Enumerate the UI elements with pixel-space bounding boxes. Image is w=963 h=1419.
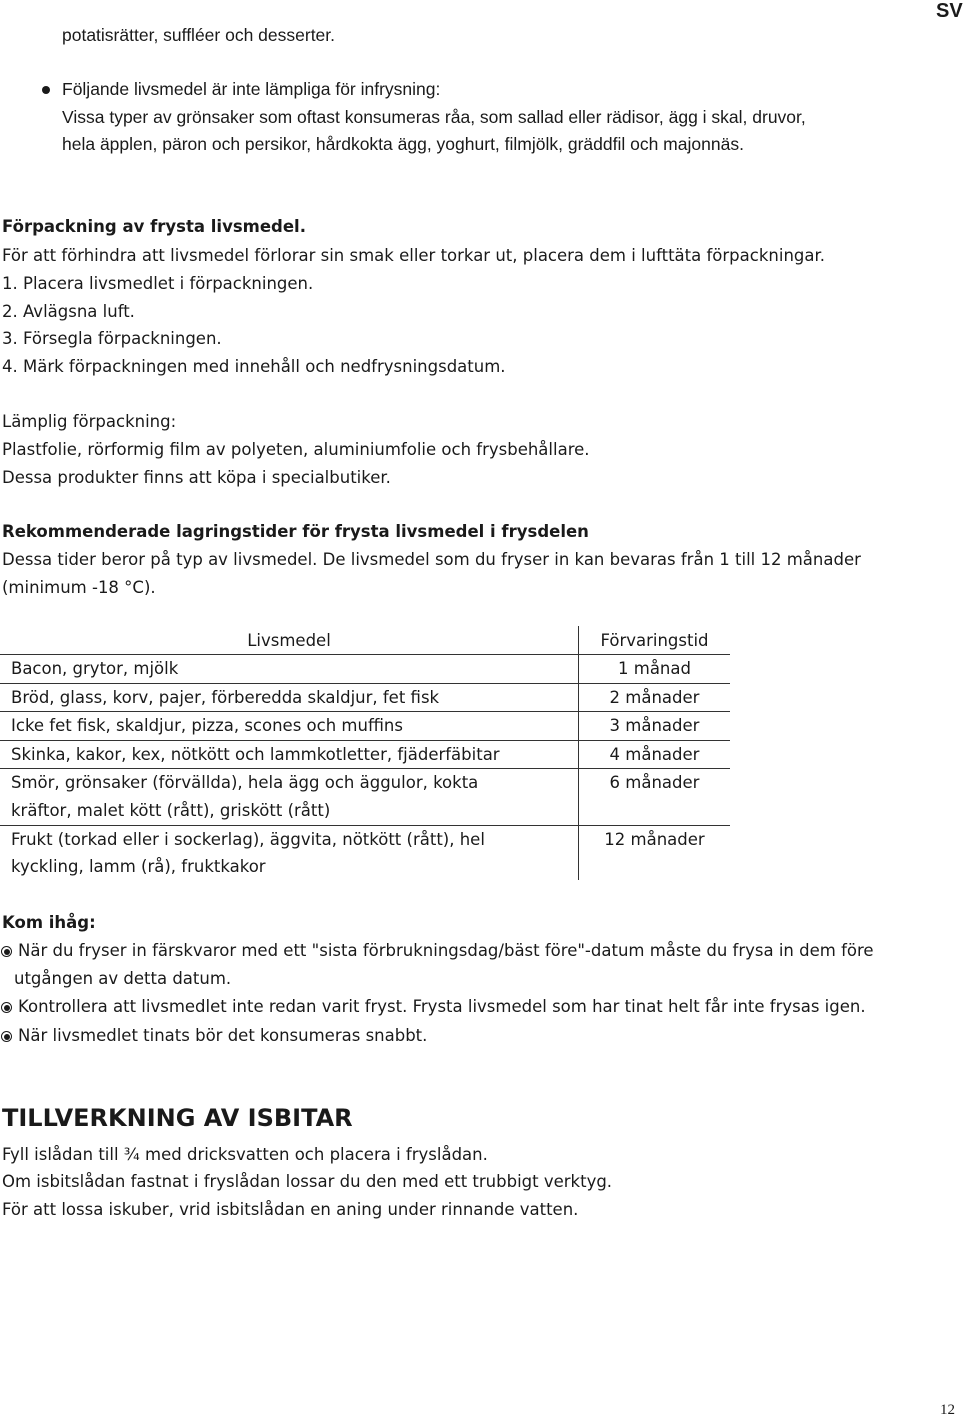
table-cell-time: 4 månader bbox=[609, 745, 700, 764]
remember-item-0-line-0: När du fryser in färskvaror med ett "sista förbrukningsdag/bäst före"-datum måste du frysa in dem före bbox=[18, 941, 874, 960]
table-cell-time: 6 månader bbox=[609, 773, 700, 792]
table-cell-food: Icke fet fisk, skaldjur, pizza, scones och muffins bbox=[11, 716, 403, 735]
table-cell-food: Frukt (torkad eller i sockerlag), äggvita, nötkött (rått), hel bbox=[11, 830, 485, 849]
table-cell-food: Skinka, kakor, kex, nötkött och lammkotletter, fjäderfäbitar bbox=[11, 745, 500, 764]
table-header-time: Förvaringstid bbox=[600, 631, 709, 650]
table-header-food: Livsmedel bbox=[247, 631, 331, 650]
remember-item-0-line-1: utgången av detta datum. bbox=[14, 969, 232, 988]
ice-line-0: Fyll islådan till ¾ med dricksvatten och placera i fryslådan. bbox=[2, 1145, 488, 1164]
table-cell-food: Bacon, grytor, mjölk bbox=[11, 659, 179, 678]
ice-section-title: TILLVERKNING AV ISBITAR bbox=[2, 1104, 353, 1132]
table-cell-food: Smör, grönsaker (förvällda), hela ägg och äggulor, kokta bbox=[11, 773, 479, 792]
bullet-icon bbox=[1, 1002, 12, 1013]
packaging-step-4: 4. Märk förpackningen med innehåll och nedfrysningsdatum. bbox=[2, 357, 506, 376]
unsuitable-line-1: Vissa typer av grönsaker som oftast konsumeras råa, som sallad eller rädisor, ägg i skal, druvor, bbox=[62, 107, 806, 127]
storage-title: Rekommenderade lagringstider för frysta livsmedel i frysdelen bbox=[2, 522, 589, 541]
table-cell-time: 1 månad bbox=[618, 659, 691, 678]
bullet-icon bbox=[1, 946, 12, 957]
remember-item-1: Kontrollera att livsmedlet inte redan varit fryst. Frysta livsmedel som har tinat helt får inte frysas igen. bbox=[18, 997, 866, 1016]
page-number: 12 bbox=[940, 1402, 955, 1418]
unsuitable-line-0: Följande livsmedel är inte lämpliga för infrysning: bbox=[62, 79, 441, 99]
storage-line-1: (minimum -18 °C). bbox=[2, 578, 156, 597]
suitable-title: Lämplig förpackning: bbox=[2, 412, 177, 431]
table-cell-food: Bröd, glass, korv, pajer, förberedda skaldjur, fet fisk bbox=[11, 688, 440, 707]
table-cell-time: 12 månader bbox=[604, 830, 705, 849]
suitable-line-2: Dessa produkter finns att köpa i specialbutiker. bbox=[2, 468, 391, 487]
table-cell-food: kräftor, malet kött (rått), griskött (rått) bbox=[11, 801, 331, 820]
table-cell-time: 3 månader bbox=[609, 716, 700, 735]
storage-line-0: Dessa tider beror på typ av livsmedel. De livsmedel som du fryser in kan bevaras från 1 till 12 månader bbox=[2, 550, 861, 569]
packaging-step-1: 1. Placera livsmedlet i förpackningen. bbox=[2, 274, 314, 293]
packaging-step-2: 2. Avlägsna luft. bbox=[2, 302, 135, 321]
remember-title: Kom ihåg: bbox=[2, 913, 96, 932]
table-cell-time: 2 månader bbox=[609, 688, 700, 707]
ice-line-1: Om isbitslådan fastnat i fryslådan lossar du den med ett trubbigt verktyg. bbox=[2, 1172, 613, 1191]
language-code: SV bbox=[936, 0, 963, 22]
unsuitable-line-2: hela äpplen, päron och persikor, hårdkokta ägg, yoghurt, filmjölk, gräddfil och majonnäs. bbox=[62, 134, 744, 154]
ice-line-2: För att lossa iskuber, vrid isbitslådan en aning under rinnande vatten. bbox=[2, 1200, 579, 1219]
packaging-step-3: 3. Försegla förpackningen. bbox=[2, 329, 222, 348]
intro-tail-text: potatisrätter, suffléer och desserter. bbox=[62, 25, 336, 45]
table-cell-food: kyckling, lamm (rå), fruktkakor bbox=[11, 857, 266, 876]
packaging-title: Förpackning av frysta livsmedel. bbox=[2, 217, 306, 236]
packaging-line-0: För att förhindra att livsmedel förlorar sin smak eller torkar ut, placera dem i lufttäta förpackningar. bbox=[2, 246, 825, 265]
suitable-line-1: Plastfolie, rörformig film av polyeten, aluminiumfolie och frysbehållare. bbox=[2, 440, 590, 459]
bullet-icon bbox=[1, 1031, 12, 1042]
bullet-icon bbox=[42, 86, 50, 94]
remember-item-2: När livsmedlet tinats bör det konsumeras snabbt. bbox=[18, 1026, 428, 1045]
